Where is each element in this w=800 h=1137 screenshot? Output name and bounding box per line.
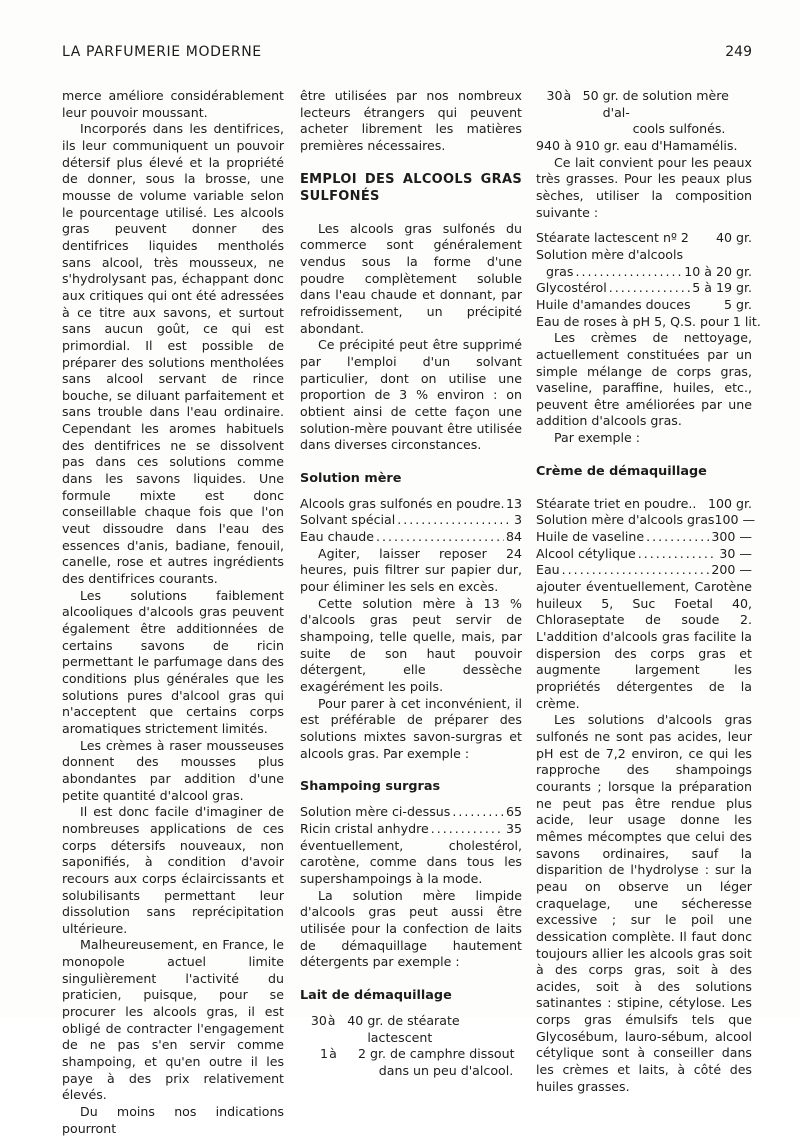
recipe-line: Huile de vaseline . . . 300 — — [536, 529, 752, 546]
recipe-line: 30 à 40 gr. de stéarate lactescent — [310, 1012, 460, 1045]
section-heading: EMPLOI DES ALCOOLS GRAS SULFONÉS — [300, 171, 522, 204]
paragraph: Par exemple : — [554, 430, 641, 446]
paragraph: Du moins nos indications pourront — [62, 1104, 284, 1136]
paragraph: Les crèmes à raser mousseuses donnent des mousses plus abondantes par addition d'une petite quantité d'alcool gras. — [62, 737, 284, 803]
recipe-line: Eau chaude . . . 84 — [300, 529, 522, 546]
recipe-line: Eau . . . 200 — — [536, 562, 752, 579]
recipe-peaux-seches — [536, 230, 761, 330]
recipe-line: Alcool cétylique . . . 30 — — [536, 546, 752, 563]
paragraph: Les solutions d'alcools gras sulfonés ne sont pas acides, leur pH est de 7,2 environ, ce qui les rapproche des shampoings courants ; lorsque la préparation ne peut pas être rendue plus acide, leur usage donne les mêmes mécomptes que celui des savons ordinaires, sauf la disparition de l'hydrolyse : sur la peau on observe un léger craquelage, une sécheresse excessive ; sur le poil une dessication complète. Il faut donc toujours allier les alcools gras soit à des corps gras, soit à des acides, soit à des solutions satinantes : stipine, cétylose. Les corps gras émulsifs tels que Glycosébum, lauro-sébum, alcool cétylique sont à conseiller dans les crèmes et laits, à côté des huiles grasses. — [536, 712, 752, 1094]
recipe-heading: Shampoing surgras — [300, 779, 441, 795]
recipe-creme — [536, 495, 756, 579]
recipe-line: Ricin cristal anhydre . . . 35 — [300, 821, 522, 838]
recipe-line: gras . . . 10 à 20 gr. — [536, 264, 752, 281]
recipe-line: Alcools gras sulfonés en poudre. 13 — [300, 495, 522, 511]
paragraph: Les crèmes de nettoyage, actuellement constituées par un simple mélange de corps gras, vaseline, paraffine, huiles, etc., peuvent être améliorées par une addition d'alcools gras. — [536, 330, 752, 429]
recipe-line: Solution mère ci-dessus . . . 65 — [300, 804, 522, 821]
journal-title: LA PARFUMERIE MODERNE — [62, 44, 262, 60]
recipe-line: Stéarate triet en poudre.. 100 gr. — [536, 495, 752, 511]
recipe-line: 1 à 2 gr. de camphre dissout — [319, 1046, 515, 1062]
recipe-line: Solution mère d'alcools — [536, 246, 684, 262]
recipe-heading: Crème de démaquillage — [536, 463, 707, 479]
text-column-2 — [300, 88, 522, 1080]
recipe-line: Glycostérol . . . 5 à 19 gr. — [536, 280, 752, 297]
recipe-line: 940 à 910 gr. eau d'Hamamélis. — [536, 137, 738, 153]
paragraph: merce améliore considérablement leur pouvoir moussant. — [62, 88, 284, 120]
recipe-line: 30 à 50 gr. de solution mère d'al- — [546, 88, 729, 120]
running-header — [62, 44, 752, 64]
recipe-line: Solution mère d'alcools gras 100 — — [536, 512, 756, 528]
recipe-shampoing — [300, 804, 522, 837]
paragraph: ajouter éventuellement, Carotène huileux 5, Suc Foetal 40, Chloraseptate de soude 2. L'addition d'alcools gras facilite la dispersion des corps gras et augmente largement les propriétés détergentes de la crème. — [536, 579, 752, 711]
paragraph: Les alcools gras sulfonés du commerce sont généralement vendus sous la forme d'une poudre complètement soluble dans l'eau chaude et donnant, par refroidissement, un précipité abondant. — [300, 220, 522, 336]
text-column-3 — [536, 88, 761, 1095]
recipe-lait — [300, 1013, 522, 1080]
paragraph: éventuellement, cholestérol, carotène, comme dans tous les supershampoings à la mode. — [300, 837, 522, 886]
recipe-heading: Lait de démaquillage — [300, 987, 452, 1003]
recipe-solution-mere — [300, 496, 522, 546]
text-column-1 — [62, 88, 284, 1137]
page-number: 249 — [725, 44, 752, 60]
paragraph: Les solutions faiblement alcooliques d'alcools gras peuvent également être additionnées de certains savons de ricin permettant le parfumage dans des conditions plus générales que les solutions pures d'alcool gras qui n'acceptent que certains corps aromatiques strictement limités. — [62, 587, 284, 736]
recipe-line: Eau de roses à pH 5, Q.S. pour 1 lit. — [536, 313, 761, 329]
paragraph: Cette solution mère à 13 % d'alcools gras peut servir de shampoing, telle quelle, mais, par suite de son haut pouvoir détergent, elle dessèche exagérément les poils. — [300, 595, 522, 695]
paragraph: Pour parer à cet inconvénient, il est préférable de préparer des solutions mixtes savon-surgras et alcools gras. Par exemple : — [300, 695, 522, 761]
recipe-line: Huile d'amandes douces 5 gr. — [536, 296, 752, 312]
paragraph: Malheureusement, en France, le monopole actuel limite singulièrement l'activité du praticien, puisque, pour se procurer les alcools gras, il est obligé de contracter l'engagement de ne pas s'en servir comme shampoing, et qu'en outre il les paye à des prix relativement élevés. — [62, 937, 284, 1103]
recipe-line: Stéarate lactescent nº 2 40 gr. — [536, 230, 752, 246]
recipe-line: Solvant spécial . . . 3 — [300, 512, 522, 529]
paragraph: Il est donc facile d'imaginer de nombreuses applications de ces corps détersifs nouveaux, non saponifiés, à condition d'avoir recours aux corps éclaircissants et solubilisants permettant leur dissolution sans reprécipitation ultérieure. — [62, 804, 284, 936]
paragraph: Incorporés dans les dentifrices, ils leur communiquent un pouvoir détersif plus élevé et la propriété de donner, sous la brosse, une mousse de volume variable selon le pourcentage utilisé. Les alcools gras peuvent donner des dentifrices liquides mentholés sans alcool, très mousseux, ne s'hydrolysant pas, échappant donc aux critiques qui ont été adressées à ce titre aux savons, et surtout sans aucun goût, ce qui est primordial. Il est possible de préparer des solutions mentholées sans alcool servant de rince bouche, se diluant parfaitement et sans trouble dans l'eau ordinaire. Cependant les aromes habituels des dentifrices ne se dissolvent pas dans ces solutions comme dans les savons liquides. Une formule mixte est donc conseillable chaque fois que l'on veut dissoudre dans l'eau des essences d'anis, badiane, fenouil, canelle, rose et autres ingrédients des dentifrices courants. — [62, 121, 284, 587]
paragraph: La solution mère limpide d'alcools gras peut aussi être utilisée pour la confection de laits de démaquillage hautement détergents par exemple : — [300, 887, 522, 970]
paragraph: Agiter, laisser reposer 24 heures, puis filtrer sur papier dur, pour éliminer les sels en excès. — [300, 545, 522, 595]
recipe-heading: Solution mère — [300, 470, 402, 486]
recipe-line: dans un peu d'alcool. — [378, 1062, 514, 1078]
paragraph: Ce lait convient pour les peaux très grasses. Pour les peaux plus sèches, utiliser la composition suivante : — [536, 154, 752, 220]
paragraph: être utilisées par nos nombreux lecteurs étrangers qui peuvent acheter librement les matières premières nécessaires. — [300, 88, 522, 153]
paragraph: Ce précipité peut être supprimé par l'emploi d'un solvant particulier, dont on utilise une proportion de 3 % environ : on obtient ainsi de cette façon une solution-mère pouvant être utilisée dans diverses circonstances. — [300, 337, 522, 453]
recipe-line: cools sulfonés. — [632, 121, 726, 137]
